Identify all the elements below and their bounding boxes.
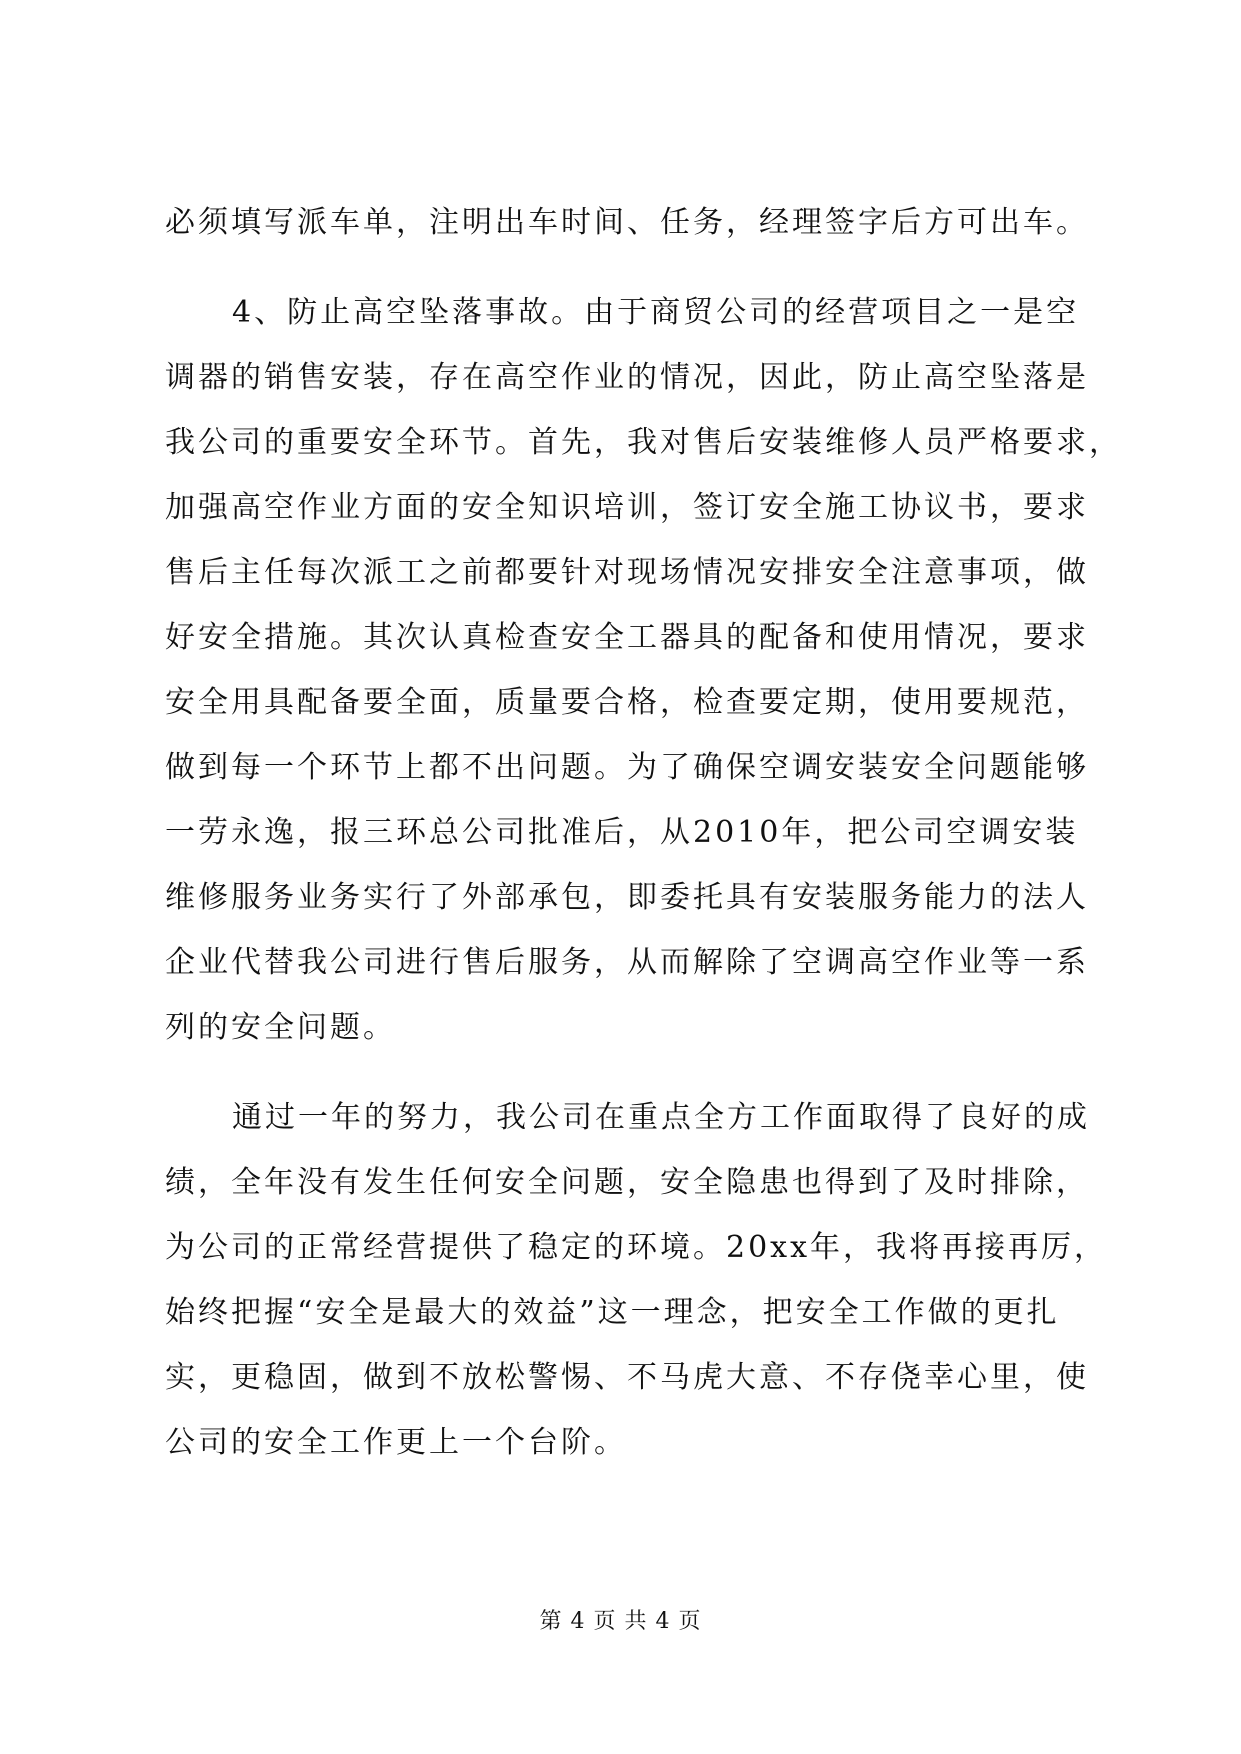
paragraph-start-line: 4、防止高空坠落事故。由于商贸公司的经营项目之一是空 [232,295,1080,330]
text-line: 企业代替我公司进行售后服务，从而解除了空调高空作业等一系 [165,945,1089,980]
text-line: 做到每一个环节上都不出问题。为了确保空调安装安全问题能够 [165,750,1089,785]
text-line: 调器的销售安装，存在高空作业的情况，因此，防止高空坠落是 [165,360,1089,395]
text-line: 一劳永逸，报三环总公司批准后，从2010年，把公司空调安装 [165,815,1079,850]
text-line: 公司的安全工作更上一个台阶。 [165,1425,627,1460]
text-line: 绩，全年没有发生任何安全问题，安全隐患也得到了及时排除， [165,1165,1089,1200]
text-line: 维修服务业务实行了外部承包，即委托具有安装服务能力的法人 [165,880,1089,915]
text-line: 好安全措施。其次认真检查安全工器具的配备和使用情况，要求 [165,620,1089,655]
text-line: 始终把握“安全是最大的效益”这一理念，把安全工作做的更扎 [165,1295,1060,1330]
text-line: 必须填写派车单，注明出车时间、任务，经理签字后方可出车。 [165,205,1089,240]
paragraph-start-line: 通过一年的努力，我公司在重点全方工作面取得了良好的成 [232,1100,1090,1135]
text-line: 我公司的重要安全环节。首先，我对售后安装维修人员严格要求， [165,425,1122,460]
text-line: 加强高空作业方面的安全知识培训，签订安全施工协议书，要求 [165,490,1089,525]
text-line: 安全用具配备要全面，质量要合格，检查要定期，使用要规范， [165,685,1089,720]
text-line: 售后主任每次派工之前都要针对现场情况安排安全注意事项，做 [165,555,1089,590]
page-number-footer: 第 4 页 共 4 页 [539,1609,702,1634]
text-line: 列的安全问题。 [165,1010,396,1045]
text-line: 为公司的正常经营提供了稳定的环境。20xx年，我将再接再厉， [165,1230,1108,1265]
text-line: 实，更稳固，做到不放松警惕、不马虎大意、不存侥幸心里，使 [165,1360,1089,1395]
